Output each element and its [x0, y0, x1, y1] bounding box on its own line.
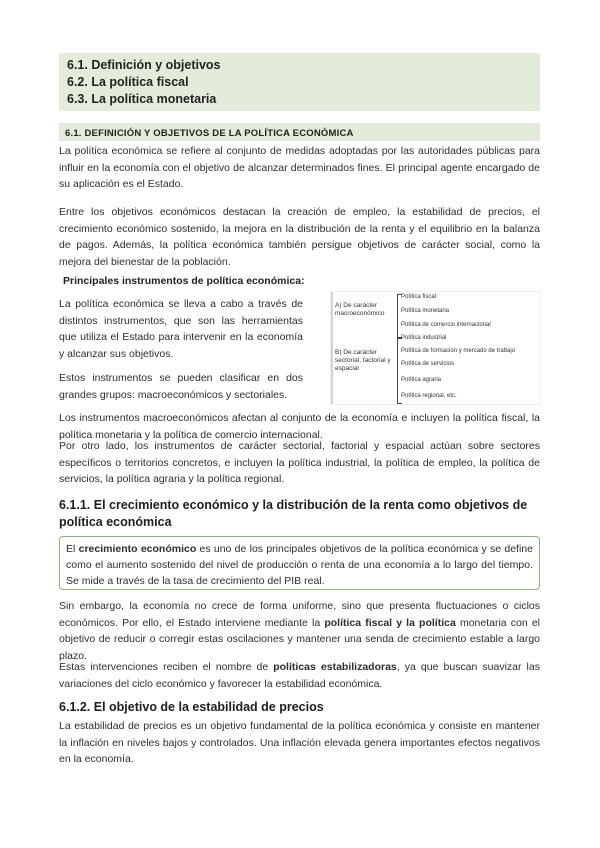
group-b-item: Política de servicios	[401, 361, 455, 367]
paragraph-sectoral-instruments: Por otro lado, los instrumentos de carácter sectorial, factorial y espacial actúan sobre sectores específicos o territorios concretos, e incluyen la política industrial, la política de empleo, la política de servicios, la política agraria y la política regional.	[59, 440, 540, 485]
text-fragment: es uno de los principales objetivos de la política económica y se define como el aumento sostenido del nivel de producción o renta de una economía a lo largo del tiempo. Se mide a través de la tasa de crecimiento del PIB real.	[66, 543, 533, 587]
paragraph-fluctuations	[59, 598, 540, 664]
instruments-diagram	[330, 291, 541, 405]
paragraph-price-stability: La estabilidad de precios es un objetivo fundamental de la política económica y consiste en mantener la inflación en niveles bajos y controlados. Una inflación elevada genera importantes efectos negativos en la economía.	[59, 720, 540, 765]
group-b-item: Política regional, etc.	[401, 393, 457, 399]
subsection-heading-6-1-1: 6.1.1. El crecimiento económico y la distribución de la renta como objetivos de política económica	[59, 498, 528, 529]
group-a-label: A) De carácter macroeconómico	[335, 302, 385, 317]
text-fragment: El	[66, 543, 79, 555]
section-heading-bar	[59, 123, 540, 141]
text-fragment: monetaria con el objetivo de reducir o corregir estas oscilaciones y mantener una senda de crecimiento estable a largo plazo.	[59, 616, 541, 662]
section-heading: 6.1. DEFINICIÓN Y OBJETIVOS DE LA POLÍTICA ECONÓMICA	[65, 128, 354, 139]
paragraph-instruments-groups: Estos instrumentos se pueden clasificar en dos grandes grupos: macroeconómicos y sectoriales.	[59, 372, 303, 401]
text-fragment: , ya que buscan suavizar las variaciones del ciclo económico y favorecer la estabilidad económica.	[59, 661, 540, 690]
group-a-item: Política monetaria	[401, 308, 450, 314]
subsection-heading-6-1-2: 6.1.2. El objetivo de la estabilidad de precios	[59, 700, 324, 714]
group-b-item: Política industrial	[401, 335, 447, 341]
diagram-edge	[331, 292, 333, 404]
paragraph-macro-instruments: Los instrumentos macroeconómicos afectan al conjunto de la economía e incluyen la política fiscal, la política monetaria y la política de comercio internacional.	[59, 412, 540, 441]
toc-item: 6.2. La política fiscal	[67, 75, 189, 89]
group-b-item: Política de formación y mercado de trabajo	[401, 348, 516, 354]
instruments-heading: Principales instrumentos de política económica:	[63, 275, 305, 287]
paragraph-stabilizers	[59, 659, 540, 692]
group-b-label: B) De carácter sectorial, factorial y espacial	[335, 349, 391, 372]
toc-item: 6.3. La política monetaria	[67, 92, 217, 106]
group-a-item: Política de comercio internacional	[401, 322, 491, 328]
key-term: políticas estabilizadoras	[273, 661, 397, 673]
key-term: crecimiento económico	[78, 543, 197, 555]
key-term: política fiscal y la política	[324, 616, 456, 629]
toc-item: 6.1. Definición y objetivos	[67, 58, 221, 72]
paragraph-objectives: Entre los objetivos económicos destacan la creación de empleo, la estabilidad de precios, el crecimiento económico sostenido, la mejora en la distribución de la renta y el equilibrio en la balanza de pagos. Además, la política económica también persigue objetivos de carácter social, como la mejora del bienestar de la población.	[59, 206, 540, 268]
text-fragment: Estas intervenciones reciben el nombre de	[59, 661, 274, 673]
definition-text	[66, 541, 533, 589]
text-fragment: Sin embargo, la economía no crece de forma uniforme, sino que presenta fluctuaciones o ciclos económicos. Por ello, el Estado interviene mediante la	[59, 600, 540, 629]
definition-box	[59, 536, 540, 590]
group-b-item: Política agraria	[401, 377, 442, 383]
group-a-item: Política fiscal	[401, 294, 437, 300]
paragraph-definition: La política económica se refiere al conjunto de medidas adoptadas por las autoridades públicas para influir en la economía con el objetivo de alcanzar determinados fines. El principal agente encargado de su aplicación es el Estado.	[59, 145, 540, 190]
table-of-contents	[59, 53, 540, 111]
paragraph-instruments: La política económica se lleva a cabo a través de distintos instrumentos, que son las herramientas que utiliza el Estado para intervenir en la economía y alcanzar sus objetivos.	[59, 298, 303, 360]
